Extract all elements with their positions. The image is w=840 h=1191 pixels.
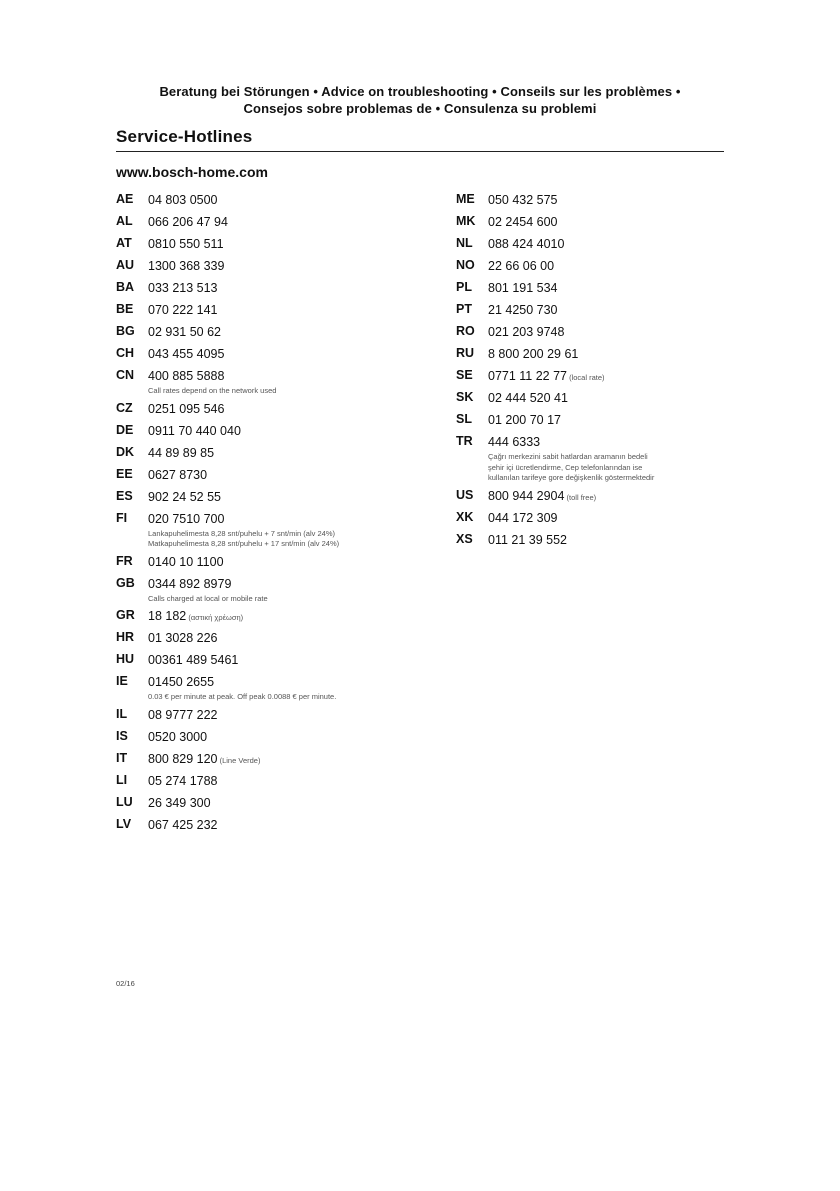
hotline-entry-ch — [116, 345, 446, 363]
rate-note: kullanılan tarifeye gore değişkenlik göstermektedir — [488, 473, 655, 482]
country-code: GR — [116, 608, 135, 622]
rate-note: Çağrı merkezini sabit hatlardan aramanın bedeli — [488, 452, 648, 461]
header-line-1: Beratung bei Störungen • Advice on troubleshooting • Conseils sur les problèmes • — [159, 84, 681, 99]
phone-number[interactable]: 066 206 47 94 — [148, 215, 228, 229]
country-code: US — [456, 487, 474, 502]
website-url[interactable]: www.bosch-home.com — [116, 164, 268, 180]
hotline-entry-fr — [116, 553, 446, 571]
phone-number[interactable]: 1300 368 339 — [148, 259, 225, 273]
phone-number[interactable]: 01450 2655 — [148, 675, 215, 689]
hotline-entry-au — [116, 257, 446, 275]
country-code: LU — [116, 794, 133, 809]
phone-number[interactable]: 21 4250 730 — [488, 303, 558, 317]
phone-number[interactable]: 26 349 300 — [148, 795, 211, 810]
hotline-entry-nl — [456, 235, 736, 253]
country-code: AU — [116, 258, 135, 272]
country-code: SE — [456, 368, 473, 382]
country-code: IE — [116, 674, 128, 688]
phone-number[interactable]: 044 172 309 — [488, 510, 558, 525]
phone-number[interactable]: 800 944 2904 — [488, 488, 565, 503]
hotline-entry-fi — [116, 510, 446, 549]
phone-number[interactable]: 0344 892 8979 — [148, 576, 232, 591]
hotline-entry-li — [116, 772, 446, 790]
rate-note: (toll free) — [564, 492, 597, 502]
phone-number[interactable]: 05 274 1788 — [148, 773, 218, 788]
rate-note: Call rates depend on the network used — [148, 386, 277, 395]
country-code: AT — [116, 236, 132, 250]
hotline-entry-gb — [116, 575, 446, 604]
hotline-entry-se — [456, 367, 736, 385]
country-code: RU — [456, 346, 475, 360]
hotline-entry-de — [116, 422, 446, 440]
hotline-entry-sl — [456, 411, 736, 429]
phone-number[interactable]: 0911 70 440 040 — [148, 423, 241, 438]
phone-number[interactable]: 067 425 232 — [148, 817, 218, 832]
rate-note: (local rate) — [567, 373, 605, 382]
hotline-entry-is — [116, 728, 446, 746]
phone-number[interactable]: 021 203 9748 — [488, 325, 565, 339]
hotline-entry-al — [116, 213, 446, 231]
country-code: NL — [456, 236, 473, 250]
hotline-entry-ee — [116, 466, 446, 484]
phone-number[interactable]: 0810 550 511 — [148, 237, 224, 251]
country-code: LI — [116, 772, 128, 787]
phone-number[interactable]: 444 6333 — [488, 435, 541, 449]
hotline-entry-lv — [116, 816, 446, 834]
phone-number[interactable]: 02 2454 600 — [488, 215, 558, 229]
phone-number[interactable]: 0627 8730 — [148, 467, 208, 482]
country-code: SK — [456, 390, 474, 404]
phone-number[interactable]: 050 432 575 — [488, 193, 558, 207]
hotline-entry-cz — [116, 400, 446, 418]
hotline-entry-cn — [116, 367, 446, 396]
country-code: HR — [116, 630, 135, 644]
phone-number[interactable]: 22 66 06 00 — [488, 259, 555, 273]
country-code: BA — [116, 280, 135, 294]
phone-number[interactable]: 020 7510 700 — [148, 511, 225, 526]
hotline-entry-it — [116, 750, 446, 768]
country-code: FI — [116, 510, 128, 525]
country-code: SL — [456, 412, 472, 426]
page-title: Service-Hotlines — [116, 127, 253, 146]
phone-number[interactable]: 0771 11 22 77 — [488, 369, 568, 383]
hotline-entry-pt — [456, 301, 736, 319]
phone-number[interactable]: 0251 095 546 — [148, 401, 225, 416]
hotline-entry-be — [116, 301, 446, 319]
country-code: AL — [116, 214, 133, 228]
hotline-entry-es — [116, 488, 446, 506]
phone-number[interactable]: 02 444 520 41 — [488, 391, 568, 405]
phone-number[interactable]: 02 931 50 62 — [148, 325, 221, 339]
country-code: AE — [116, 192, 134, 206]
hotline-entry-ie — [116, 673, 446, 702]
country-code: CN — [116, 368, 135, 382]
hotline-entry-il — [116, 706, 446, 724]
hotline-entry-sk — [456, 389, 736, 407]
phone-number[interactable]: 0140 10 1100 — [148, 554, 224, 569]
phone-number[interactable]: 00361 489 5461 — [148, 653, 239, 667]
country-code: HU — [116, 652, 135, 666]
hotline-entry-dk — [116, 444, 446, 462]
country-code: ES — [116, 488, 133, 503]
document-code: 02/16 — [116, 979, 135, 988]
hotline-entry-pl — [456, 279, 736, 297]
title-divider — [116, 151, 724, 152]
hotline-entry-tr — [456, 433, 736, 483]
country-code: PL — [456, 280, 472, 294]
country-code: CH — [116, 346, 135, 360]
phone-number[interactable]: 8 800 200 29 61 — [488, 347, 579, 361]
phone-number[interactable]: 070 222 141 — [148, 303, 218, 317]
hotline-entry-at — [116, 235, 446, 253]
phone-number[interactable]: 033 213 513 — [148, 281, 218, 295]
country-code: RO — [456, 324, 475, 338]
country-code: ME — [456, 192, 475, 206]
rate-note: Matkapuhelimesta 8,28 snt/puhelu + 17 snt/min (alv 24%) — [148, 539, 340, 548]
hotline-entry-ba — [116, 279, 446, 297]
country-code: BE — [116, 302, 134, 316]
hotline-entry-bg — [116, 323, 446, 341]
phone-number[interactable]: 44 89 89 85 — [148, 445, 215, 460]
phone-number[interactable]: 043 455 4095 — [148, 347, 225, 361]
phone-number[interactable]: 088 424 4010 — [488, 237, 565, 251]
country-code: CZ — [116, 400, 133, 415]
country-code: PT — [456, 302, 472, 316]
hotline-entry-ru — [456, 345, 736, 363]
phone-number[interactable]: 01 3028 226 — [148, 631, 218, 645]
country-code: IL — [116, 706, 128, 721]
hotline-list-left — [116, 191, 446, 838]
phone-number[interactable]: 04 803 0500 — [148, 193, 218, 207]
header-line-2: Consejos sobre problemas de • Consulenza su problemi — [243, 101, 597, 116]
country-code: IT — [116, 750, 128, 765]
country-code: FR — [116, 553, 133, 568]
country-code: MK — [456, 214, 476, 228]
rate-note: (αστική χρέωση) — [186, 613, 244, 622]
rate-note: (Line Verde) — [217, 755, 261, 765]
hotline-entry-no — [456, 257, 736, 275]
hotline-entry-me — [456, 191, 736, 209]
phone-number[interactable]: 801 191 534 — [488, 281, 558, 295]
page-header — [110, 83, 730, 117]
hotline-entry-ae — [116, 191, 446, 209]
phone-number[interactable]: 08 9777 222 — [148, 707, 218, 722]
hotline-entry-xk — [456, 509, 736, 527]
hotline-entry-hu — [116, 651, 446, 669]
country-code: IS — [116, 728, 128, 743]
country-code: NO — [456, 258, 475, 272]
country-code: DK — [116, 444, 135, 459]
country-code: XK — [456, 509, 474, 524]
country-code: DE — [116, 422, 134, 437]
country-code: TR — [456, 434, 473, 448]
hotline-entry-lu — [116, 794, 446, 812]
hotline-entry-ro — [456, 323, 736, 341]
rate-note: Lankapuhelimesta 8,28 snt/puhelu + 7 snt/min (alv 24%) — [148, 528, 335, 538]
rate-note: Calls charged at local or mobile rate — [148, 593, 268, 603]
hotline-entry-us — [456, 487, 736, 505]
country-code: GB — [116, 575, 135, 590]
country-code: EE — [116, 466, 133, 481]
country-code: LV — [116, 816, 132, 831]
hotline-list-right — [456, 191, 736, 553]
phone-number[interactable]: 0520 3000 — [148, 729, 208, 744]
hotline-entry-mk — [456, 213, 736, 231]
rate-note: 0.03 € per minute at peak. Off peak 0.0088 € per minute. — [148, 692, 337, 701]
phone-number[interactable]: 902 24 52 55 — [148, 489, 221, 504]
hotline-entry-gr — [116, 607, 446, 625]
phone-number[interactable]: 800 829 120 — [148, 751, 218, 766]
hotline-entry-xs — [456, 531, 736, 549]
phone-number[interactable]: 011 21 39 552 — [488, 532, 568, 547]
phone-number[interactable]: 01 200 70 17 — [488, 413, 561, 427]
phone-number[interactable]: 400 885 5888 — [148, 369, 225, 383]
country-code: BG — [116, 324, 135, 338]
hotline-entry-hr — [116, 629, 446, 647]
rate-note: şehir içi ücretlendirme, Cep telefonlarından ise — [488, 462, 643, 472]
country-code: XS — [456, 531, 473, 546]
phone-number[interactable]: 18 182 — [148, 609, 187, 623]
